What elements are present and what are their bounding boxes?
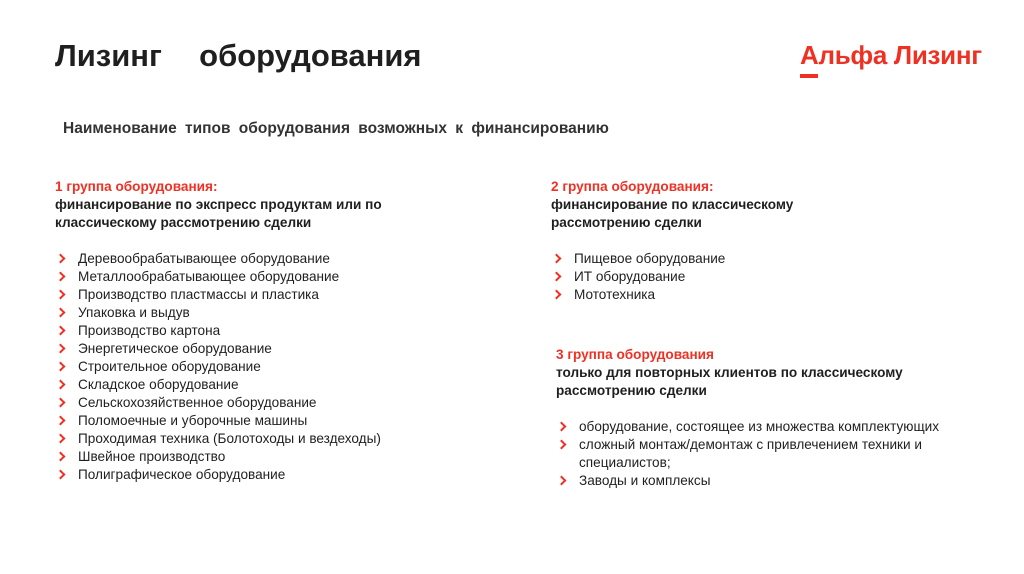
chevron-right-icon: [56, 308, 66, 318]
list-item-label: Мототехника: [574, 287, 656, 302]
list-item: [55, 268, 475, 286]
list-item-label: Энергетическое оборудование: [78, 341, 272, 356]
chevron-right-icon: [557, 476, 567, 486]
group-title: 3 группа оборудования: [556, 347, 714, 362]
list-item: [556, 418, 996, 436]
list-item-label: Швейное производство: [78, 449, 226, 464]
list-item: [556, 472, 996, 490]
chevron-right-icon: [56, 452, 66, 462]
group-title: 1 группа оборудования:: [55, 179, 218, 194]
list-item: [556, 436, 996, 472]
list-item: [55, 430, 475, 448]
chevron-right-icon: [552, 272, 562, 282]
chevron-right-icon: [56, 344, 66, 354]
equipment-list: [556, 418, 996, 490]
group-description: только для повторных клиентов по классическому рассмотрению сделки: [556, 365, 903, 398]
logo-text: льфа Лизинг: [818, 40, 982, 70]
list-item: [55, 286, 475, 304]
group-title: 2 группа оборудования:: [551, 179, 714, 194]
chevron-right-icon: [56, 416, 66, 426]
list-item-label: Пищевое оборудование: [574, 251, 726, 266]
chevron-right-icon: [56, 362, 66, 372]
list-item-label: Металлообрабатывающее оборудование: [78, 269, 340, 284]
list-item-label: Производство картона: [78, 323, 221, 338]
list-item: [55, 358, 475, 376]
chevron-right-icon: [56, 470, 66, 480]
chevron-right-icon: [56, 434, 66, 444]
chevron-right-icon: [56, 290, 66, 300]
list-item-label: Поломоечные и уборочные машины: [78, 413, 308, 428]
equipment-list: [55, 250, 475, 484]
list-item: [551, 250, 851, 268]
list-item: [55, 322, 475, 340]
logo-letter: А: [800, 40, 819, 70]
list-item-label: Строительное оборудование: [78, 359, 261, 374]
list-item: [55, 304, 475, 322]
group-description: финансирование по экспресс продуктам или по классическому рассмотрению сделки: [55, 197, 382, 230]
list-item: [55, 448, 475, 466]
list-item-label: Упаковка и выдув: [78, 305, 190, 320]
list-item: [55, 340, 475, 358]
equipment-group-2: [551, 178, 851, 304]
list-item-label: Производство пластмассы и пластика: [78, 287, 319, 302]
chevron-right-icon: [56, 254, 66, 264]
list-item: [551, 268, 851, 286]
list-item-label: сложный монтаж/демонтаж с привлечением техники и специалистов;: [579, 437, 922, 470]
group-description: финансирование по классическому рассмотрению сделки: [551, 197, 794, 230]
list-item: [551, 286, 851, 304]
list-item-label: Проходимая техника (Болотоходы и вездеходы): [78, 431, 381, 446]
list-item: [55, 466, 475, 484]
page-title: Лизинг оборудования: [55, 38, 422, 73]
chevron-right-icon: [56, 326, 66, 336]
list-item-label: Заводы и комплексы: [579, 473, 711, 488]
chevron-right-icon: [552, 290, 562, 300]
chevron-right-icon: [56, 272, 66, 282]
list-item: [55, 412, 475, 430]
chevron-right-icon: [56, 398, 66, 408]
list-item: [55, 376, 475, 394]
equipment-group-1: [55, 178, 475, 484]
chevron-right-icon: [552, 254, 562, 264]
equipment-group-3: [556, 346, 996, 490]
list-item-label: ИТ оборудование: [574, 269, 686, 284]
section-subtitle: Наименование типов оборудования возможных к финансированию: [63, 120, 609, 137]
alfa-leasing-logo: [800, 40, 982, 71]
chevron-right-icon: [557, 422, 567, 432]
list-item-label: оборудование, состоящее из множества комплектующих: [579, 419, 940, 434]
list-item-label: Сельскохозяйственное оборудование: [78, 395, 317, 410]
list-item-label: Полиграфическое оборудование: [78, 467, 286, 482]
list-item: [55, 250, 475, 268]
list-item-label: Складское оборудование: [78, 377, 239, 392]
chevron-right-icon: [557, 440, 567, 450]
list-item-label: Деревообрабатывающее оборудование: [78, 251, 330, 266]
list-item: [55, 394, 475, 412]
chevron-right-icon: [56, 380, 66, 390]
equipment-list: [551, 250, 851, 304]
